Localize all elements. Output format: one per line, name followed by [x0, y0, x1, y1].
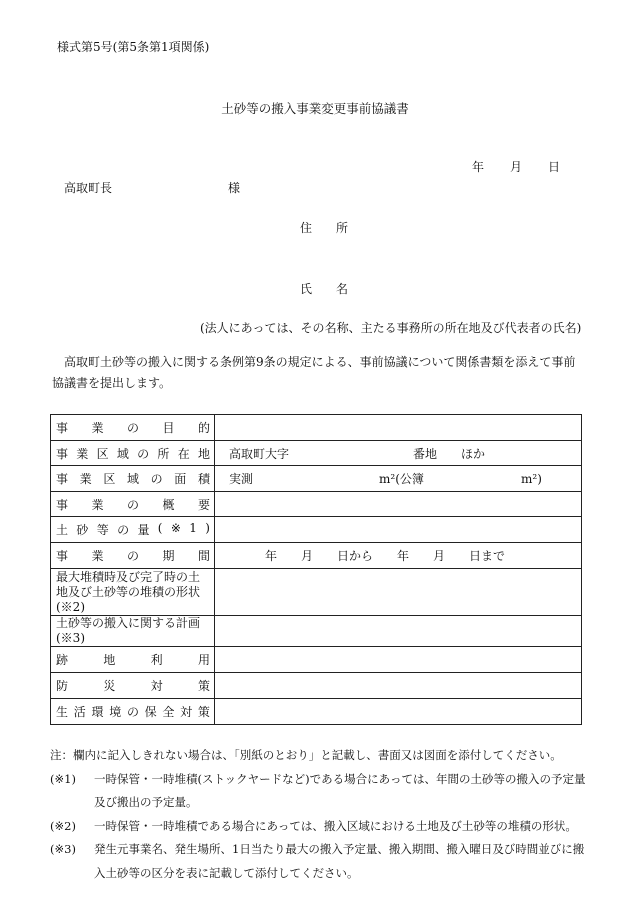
shape-field[interactable]	[215, 569, 582, 616]
table-row	[51, 699, 582, 725]
purpose-label-text	[56, 419, 210, 436]
label-char: 活	[73, 705, 86, 719]
form-number: 様式第5号(第5条第1項関係)	[57, 40, 210, 54]
label-char: 防	[56, 679, 69, 693]
label-char: 対	[180, 705, 193, 719]
disaster-field[interactable]	[215, 673, 582, 699]
label-char: 業	[91, 421, 104, 435]
table-row	[51, 492, 582, 517]
label-char: 所	[157, 446, 170, 461]
label-char: 事	[56, 497, 69, 512]
location-field[interactable]	[215, 441, 582, 466]
label-char: 概	[162, 497, 175, 512]
overview-label	[51, 492, 215, 517]
amount-label	[51, 517, 215, 543]
note-3-text: 発生元事業名、発生場所、1日当たり最大の搬入予定量、搬入期間、搬入曜日及び時間並びに搬入土砂等の区分を表に記載して添付してください。	[94, 842, 585, 880]
label-char: の	[150, 472, 163, 486]
date-year: 年	[472, 160, 485, 174]
body-text: 高取町土砂等の搬入に関する条例第9条の規定による、事前協議について関係書類を添えて事前協議書を提出します。	[52, 355, 576, 390]
table-row	[51, 415, 582, 441]
location-hoka: ほか	[461, 446, 486, 461]
note-2	[50, 815, 590, 839]
label-char: 土	[56, 523, 69, 537]
label-char: 用	[197, 653, 210, 667]
label-char: 期	[162, 549, 175, 563]
document-title: 土砂等の搬入事業変更事前協議書	[221, 101, 409, 116]
plan-field[interactable]	[215, 616, 582, 647]
date-day: 日	[548, 160, 561, 174]
label-char: 砂	[76, 523, 89, 537]
overview-field[interactable]	[215, 492, 582, 517]
label-char: (	[157, 521, 163, 535]
area-unit-1: m²(公簿	[379, 472, 424, 486]
label-char: の	[126, 421, 139, 435]
table-row	[51, 517, 582, 543]
corporation-note: (法人にあっては、その名称、主たる事務所の所在地及び代表者の氏名)	[200, 321, 582, 335]
area-label	[51, 466, 215, 492]
label-char: 業	[79, 472, 92, 486]
label-char: の	[126, 549, 139, 563]
label-char: 跡	[56, 653, 69, 667]
address-label: 住 所	[300, 221, 349, 235]
label-char: 保	[144, 705, 157, 719]
label-char: 区	[103, 472, 116, 486]
addressee: 高取町長	[64, 181, 113, 195]
table-row	[51, 569, 582, 616]
period-field[interactable]: 年 月 日から 年 月 日まで	[215, 543, 582, 569]
label-char: 等	[96, 523, 109, 537]
label-char: 業	[91, 549, 104, 563]
label-char: 事	[56, 421, 69, 435]
amount-field[interactable]	[215, 517, 582, 543]
label-char: 地	[103, 653, 116, 667]
notes	[50, 744, 590, 885]
label-char: 面	[174, 472, 187, 486]
date-line	[472, 158, 560, 175]
table-row	[51, 673, 582, 699]
label-char: 要	[197, 497, 210, 512]
location-banchi: 番地	[413, 446, 438, 461]
plan-label: 土砂等の搬入に関する計画(※3)	[51, 616, 215, 647]
label-char: 生	[56, 705, 69, 719]
label-char: の	[126, 497, 139, 512]
label-char: 在	[177, 446, 190, 461]
environment-field[interactable]	[215, 699, 582, 725]
label-char: ※	[170, 521, 181, 535]
label-char: 業	[91, 497, 104, 512]
label-char: )	[205, 521, 210, 535]
consultation-table	[50, 414, 582, 725]
table-row	[51, 543, 582, 569]
label-char: 境	[109, 705, 122, 719]
date-month: 月	[510, 160, 523, 174]
note-2-mark: (※2)	[50, 818, 76, 833]
label-char: 地	[197, 446, 210, 461]
label-char: 間	[197, 549, 210, 563]
note-1-mark: (※1)	[50, 771, 76, 786]
note-intro: 注：欄内に記入しきれない場合は、「別紙のとおり」と記載し、書面又は図面を添付してください。	[50, 748, 562, 762]
note-2-text: 一時保管・一時堆積である場合にあっては、搬入区域における土地及び土砂等の堆積の形状。	[94, 818, 577, 833]
land-use-field[interactable]	[215, 647, 582, 673]
label-char: 対	[150, 679, 163, 693]
note-3-mark: (※3)	[50, 842, 76, 856]
label-char: 災	[103, 679, 116, 693]
label-char: 域	[116, 446, 129, 461]
note-1	[50, 768, 590, 815]
table-row	[51, 441, 582, 466]
shape-label: 最大堆積時及び完了時の土地及び土砂等の堆積の形状(※2)	[51, 569, 215, 616]
environment-label	[51, 699, 215, 725]
area-field[interactable]	[215, 466, 582, 492]
area-unit-2: m²)	[521, 472, 542, 486]
label-char: 域	[126, 472, 139, 486]
disaster-label	[51, 673, 215, 699]
name-label: 氏 名	[300, 282, 349, 296]
label-char: 事	[56, 472, 69, 486]
label-char: 区	[96, 446, 109, 461]
label-char: 積	[197, 472, 210, 486]
label-char: 1	[189, 521, 197, 535]
honorific: 様	[228, 181, 241, 195]
label-char: 策	[197, 679, 210, 693]
note-3	[50, 838, 590, 885]
area-measured: 実測	[229, 472, 254, 486]
location-label	[51, 441, 215, 466]
land-use-label	[51, 647, 215, 673]
label-char: 的	[197, 421, 210, 435]
purpose-label	[51, 415, 215, 441]
label-char: 全	[162, 705, 175, 719]
label-char: 事	[56, 549, 69, 563]
label-char: 事	[56, 446, 69, 461]
location-prefix: 高取町大字	[229, 446, 290, 461]
label-char: 利	[150, 653, 163, 667]
label-char: の	[117, 523, 130, 537]
label-char: 量	[137, 523, 150, 537]
table-row	[51, 647, 582, 673]
label-char: 業	[76, 446, 89, 461]
period-label	[51, 543, 215, 569]
purpose-field[interactable]	[215, 415, 582, 441]
note-1-text: 一時保管・一時堆積(ストックヤードなど)である場合にあっては、年間の土砂等の搬入の予定量及び搬出の予定量。	[94, 771, 586, 809]
label-char: 目	[162, 421, 175, 435]
table-row	[51, 466, 582, 492]
label-char: 策	[197, 705, 210, 719]
label-char: の	[126, 705, 139, 719]
table-row	[51, 616, 582, 647]
label-char: 環	[91, 705, 104, 719]
label-char: の	[137, 446, 150, 461]
